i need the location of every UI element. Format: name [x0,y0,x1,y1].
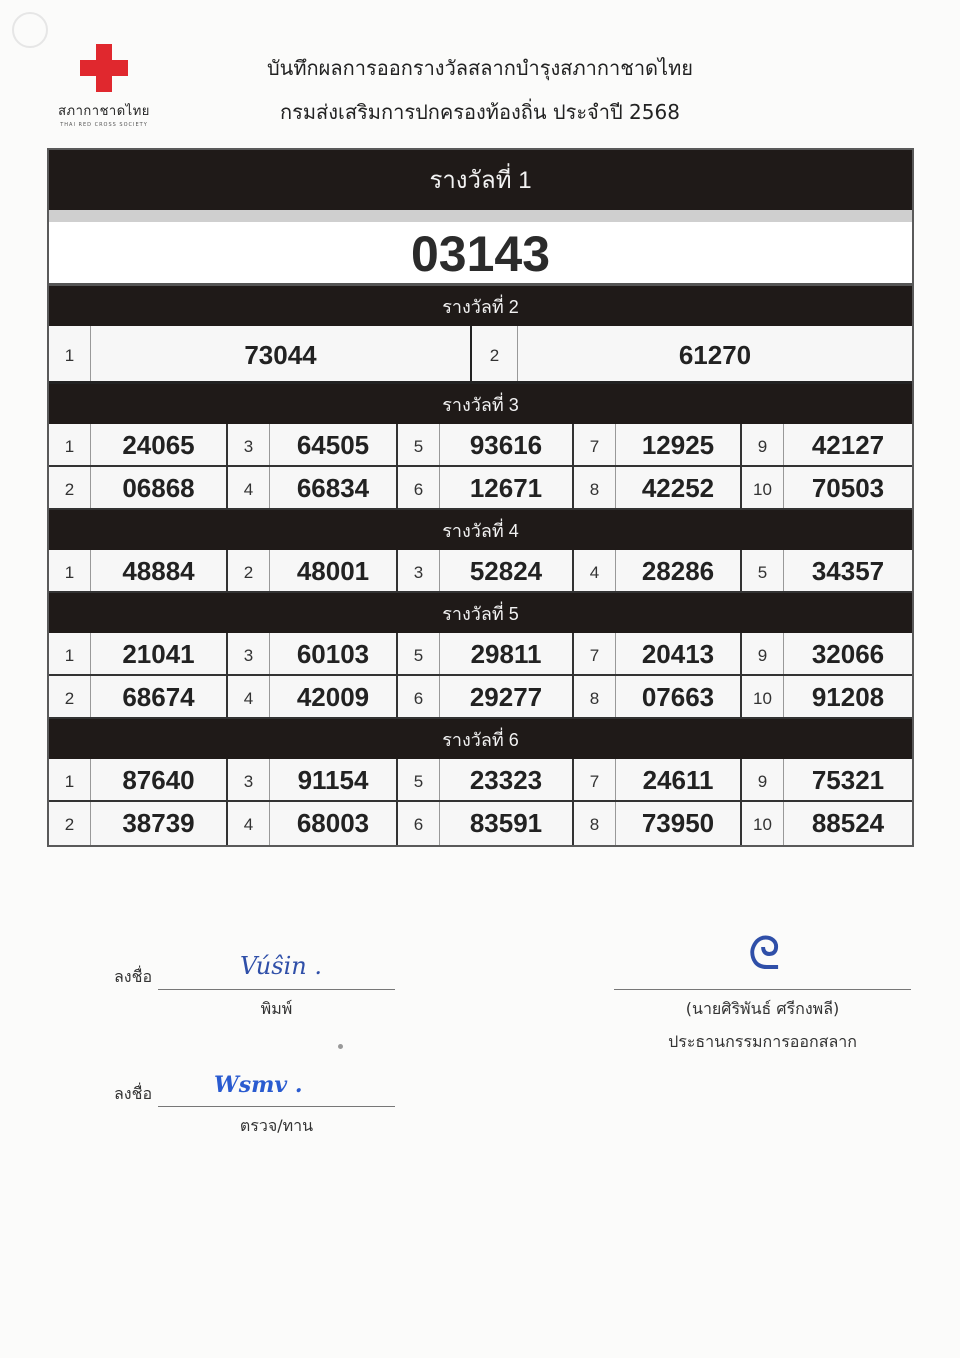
chair-name: (นายศิริพันธ์ ศรีกงพลี) [685,999,840,1018]
prize-row [49,424,912,467]
prize-number: 66834 [270,467,398,508]
prize-index: 1 [49,550,91,591]
prize-index: 5 [742,550,784,591]
prize-number: 91208 [811,682,885,712]
prize-number: 06868 [91,467,228,508]
prize-index: 6 [398,676,440,717]
prize-index: 1 [49,424,91,465]
prize-number: 83591 [440,802,574,845]
prize-cell [574,467,742,508]
prize-cell [742,467,912,508]
prize-index: 5 [398,633,440,674]
prize-1-number: 03143 [49,222,912,286]
prize-row [49,802,912,845]
prize-index: 1 [49,633,91,674]
sign-label-checker: ลงชื่อ [114,1084,153,1103]
prize-number: 24065 [91,424,228,465]
prize-cell [228,467,398,508]
prize-number: 12671 [440,467,574,508]
prize-cell [49,633,228,674]
prize-4-grid [49,550,912,593]
prize-cell [398,467,574,508]
prize-cell [398,633,574,674]
speck [338,1044,343,1049]
prize-index: 8 [574,676,616,717]
prize-cell [49,467,228,508]
prize-number: 12925 [616,424,742,465]
prize-cell [49,802,228,845]
prize-number: 42127 [811,430,885,460]
prize-index: 3 [228,759,270,800]
prize-cell [574,759,742,800]
prize-cell [49,676,228,717]
prize-cell [228,550,398,591]
prize-number: 70503 [811,473,885,503]
prize-index: 2 [228,550,270,591]
logo-english-text: THAI RED CROSS SOCIETY [60,122,148,128]
prize-row [49,550,912,593]
document-title [0,52,960,84]
document-subtitle [0,96,960,128]
prize-6-header: รางวัลที่ 6 [49,719,912,759]
prize-cell [398,550,574,591]
prize-cell [574,633,742,674]
prize-cell [228,424,398,465]
prize-index: 2 [472,326,518,381]
prize-number: 32066 [811,639,885,669]
prize-index: 4 [228,467,270,508]
prize-number: 87640 [91,759,228,800]
prize-index: 2 [49,676,91,717]
prize-number: 91154 [270,759,398,800]
prize-number: 29277 [440,676,574,717]
prize-number: 61270 [678,340,752,370]
prize-cell [398,676,574,717]
prize-cell [398,802,574,845]
prize-number: 73044 [91,326,472,381]
prize-cell [742,802,912,845]
prize-index: 8 [574,467,616,508]
prize-number: 88524 [811,808,885,838]
prize-number: 23323 [440,759,574,800]
checker-sign-line [158,1106,395,1107]
prize-index: 9 [742,424,784,465]
prize-cell [228,676,398,717]
prize-row [49,633,912,676]
typist-signature: Vúŝin . [240,952,322,980]
checker-role: ตรวจ/ทาน [239,1116,314,1135]
prize-row [49,759,912,802]
title-line-2: กรมส่งเสริมการปกครองท้องถิ่น ประจำปี 2568 [280,100,680,124]
prize-index: 2 [49,802,91,845]
prize-2-row [49,326,912,384]
prize-cell [228,802,398,845]
prize-index: 10 [742,467,784,508]
prize-number: 34357 [811,556,885,586]
prize-1-header: รางวัลที่ 1 [49,150,912,210]
prize-cell [742,676,912,717]
prize-number: 93616 [440,424,574,465]
sign-label-typist: ลงชื่อ [114,967,153,986]
prize-cell [742,550,912,591]
prize-index: 5 [398,759,440,800]
prize-4-header: รางวัลที่ 4 [49,510,912,550]
prize-row [49,676,912,719]
prize-index: 3 [228,633,270,674]
prize-3-grid [49,424,912,510]
prize-index: 7 [574,424,616,465]
prize-cell [742,759,912,800]
prize-cell [398,759,574,800]
chair-role: ประธานกรรมการออกสลาก [668,1032,857,1051]
prize-5-header: รางวัลที่ 5 [49,593,912,633]
prize-index: 2 [49,467,91,508]
prize-5-grid [49,633,912,719]
prize-index: 9 [742,759,784,800]
results-table [47,148,914,847]
prize-cell [398,424,574,465]
chair-signature: ᘓ [748,926,781,980]
prize-number: 42252 [616,467,742,508]
prize-2-header: รางวัลที่ 2 [49,286,912,326]
prize-cell [49,424,228,465]
prize-cell [49,759,228,800]
prize-number: 48001 [270,550,398,591]
prize-index: 8 [574,802,616,845]
prize-cell [574,424,742,465]
prize-3-header: รางวัลที่ 3 [49,384,912,424]
prize-index: 1 [49,326,91,381]
prize-number: 73950 [616,802,742,845]
prize-index: 5 [398,424,440,465]
prize-number: 38739 [91,802,228,845]
checker-signature: Wsmv . [214,1072,303,1098]
prize-index: 3 [398,550,440,591]
prize-6-grid [49,759,912,845]
prize-index: 6 [398,467,440,508]
prize-index: 4 [574,550,616,591]
prize-number: 52824 [440,550,574,591]
prize-index: 3 [228,424,270,465]
prize-number: 07663 [616,676,742,717]
prize-number: 21041 [91,633,228,674]
prize-number: 20413 [616,633,742,674]
title-line-1: บันทึกผลการออกรางวัลสลากบำรุงสภากาชาดไทย [266,56,694,80]
divider [49,210,912,222]
prize-number: 75321 [811,765,885,795]
chair-sign-line [614,989,911,990]
prize-index: 4 [228,676,270,717]
prize-cell [228,759,398,800]
prize-number: 24611 [616,759,742,800]
prize-cell [228,633,398,674]
prize-index: 10 [742,676,784,717]
prize-index: 7 [574,633,616,674]
prize-number: 64505 [270,424,398,465]
prize-number: 42009 [270,676,398,717]
faint-stamp-mark [12,12,48,48]
typist-sign-line [158,989,395,990]
prize-index: 10 [742,802,784,845]
prize-number: 29811 [440,633,574,674]
prize-index: 6 [398,802,440,845]
typist-role: พิมพ์ [260,999,293,1018]
prize-cell [574,676,742,717]
prize-index: 9 [742,633,784,674]
prize-index: 7 [574,759,616,800]
prize-number: 68003 [270,802,398,845]
logo-thai-text: สภากาชาดไทย [58,104,150,119]
prize-row [49,467,912,510]
prize-number: 28286 [616,550,742,591]
prize-number: 68674 [91,676,228,717]
prize-cell [742,424,912,465]
prize-number: 60103 [270,633,398,674]
prize-index: 1 [49,759,91,800]
prize-index: 4 [228,802,270,845]
prize-number: 48884 [91,550,228,591]
prize-cell [742,633,912,674]
prize-cell [574,550,742,591]
prize-cell [574,802,742,845]
prize-cell [49,550,228,591]
